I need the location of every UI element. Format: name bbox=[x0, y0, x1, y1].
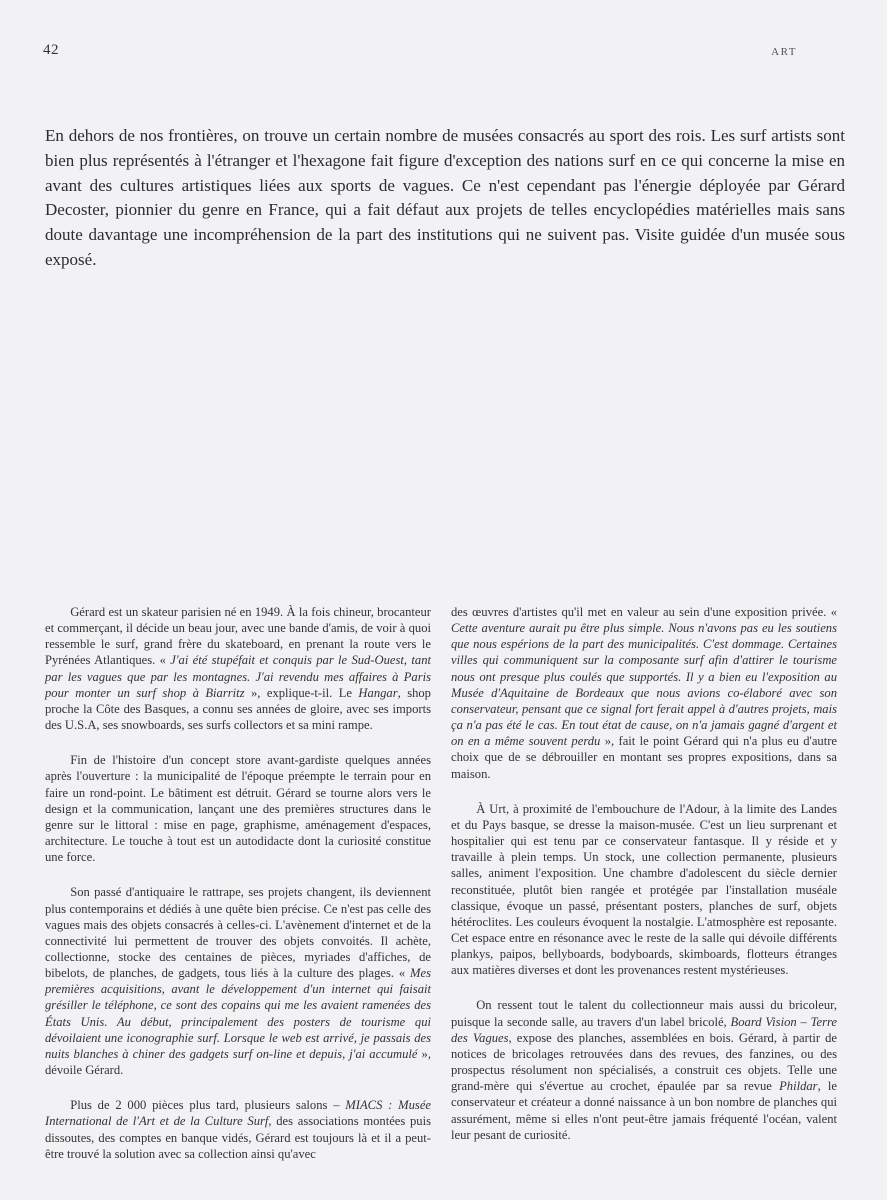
paragraph: des œuvres d'artistes qu'il met en valeur au sein d'une exposition privée. « Cette aventure aurait pu être plus simple. Nous n'avons pas eu les soutiens que nous espérions de la part des municipalités. C'est dommage. Certaines villes qui communiquent sur la composante surf afin d'attirer le tourisme nous ont presque plus coulés que supportés. Il y a bien eu l'exposition au Musée d'Aquitaine de Bordeaux que nous avions co-élaboré avec son conservateur, pensant que ce signal fort ferait appel à d'autres projets, mais ça n'a pas été le cas. En tout état de cause, on n'a jamais gagné d'argent et on en a même souvent perdu », fait le point Gérard qui n'a plus eu d'autre choix que de se débrouiller en montant ses propres expositions, dans sa maison. bbox=[451, 605, 837, 781]
paragraph: Gérard est un skateur parisien né en 1949. À la fois chineur, brocanteur et commerçant, il décide un beau jour, avec une bande d'amis, de voir à quoi ressemble le surf, grand frère du skateboard, en prenant la route vers le Pyrénées Atlantiques. « J'ai été stupéfait et conquis par le Sud-Ouest, tant par les vagues que par les montagnes. J'ai revendu mes affaires à Paris pour monter un surf shop à Biarritz », explique-t-il. Le Hangar, shop proche la Côte des Basques, a connu ses années de gloire, avec ses imports des U.S.A, ses snowboards, ses surfs collectors et sa mini rampe. bbox=[45, 605, 431, 733]
paragraph: Plus de 2 000 pièces plus tard, plusieurs salons – MIACS : Musée International de l'Art et de la Culture Surf, des associations montées puis dissoutes, des comptes en banque vidés, Gérard est toujours là et il a peut-être trouvé la solution avec sa collection ainsi qu'avec bbox=[45, 1098, 432, 1161]
section-label: ART bbox=[771, 46, 797, 58]
right-column bbox=[451, 604, 837, 1174]
intro-paragraph: En dehors de nos frontières, on trouve un certain nombre de musées consacrés au sport des rois. Les surf artists sont bien plus représentés à l'étranger et l'hexagone fait figure d'exception des nations surf en ce qui concerne la mise en avant des cultures artistiques liées aux sports de vagues. Ce n'est cependant pas l'énergie déployée par Gérard Decoster, pionnier du genre en France, qui a fait défaut aux projets de telles encyclopédies matérielles mais sans doute davantage une incompréhension de la part des institutions qui ne suivent pas. Visite guidée d'un musée sous exposé. bbox=[45, 126, 845, 269]
paragraph: À Urt, à proximité de l'embouchure de l'Adour, à la limite des Landes et du Pays basque, se dresse la maison-musée. C'est un lieu surprenant et hospitalier qui est tenu par ce conservateur fantasque. Il y réside et y travaille à plein temps. Un stock, une collection permanente, plusieurs salles, animent l'exposition. Une chambre d'adolescent du siècle dernier reconstituée, plutôt bien rangée et protégée par l'installation muséale classique, évoque un passé, présentant posters, planches de surf, objets hétéroclites. Les couleurs évoquent la nostalgie. L'atmosphère est reposante. Cet espace entre en résonance avec le reste de la salle qui dévoile différents plankys, paipos, bellyboards, bodyboards, skimboards, flotteurs étranges aux matières diverses et dont les provenances restent mystérieuses. bbox=[451, 801, 837, 978]
paragraph: On ressent tout le talent du collectionneur mais aussi du bricoleur, puisque la seconde salle, au travers d'un label bricolé, Board Vision – Terre des Vagues, expose des planches, assemblées en bois. Gérard, à partir de notices de bricolages retrouvées dans des revues, des fanzines, ou des prospectus résolument non spécialisés, a construit ces objets. Telle une grand-mère qui s'évertue au crochet, épaulée par sa revue Phildar, le conservateur et créateur a donné naissance à un bon nombre de planches qui assurément, même si elles n'ont peut-être jamais fréquenté l'océan, valent leur pesant de curiosité. bbox=[451, 998, 837, 1142]
left-column bbox=[45, 604, 431, 1174]
paragraph: Fin de l'histoire d'un concept store avant-gardiste quelques années après l'ouverture : la municipalité de l'époque préempte le terrain pour en faire un rond-point. Le bâtiment est détruit. Gérard se tourne alors vers le design et la communication, lançant une des premières structures dans le genre sur le littoral : mise en page, graphisme, aménagement d'espaces, architecture. Le touche à tout est un autodidacte dont la curiosité constitue une force. bbox=[45, 753, 431, 865]
page-number: 42 bbox=[43, 42, 59, 58]
article-body bbox=[45, 604, 837, 1174]
paragraph: Son passé d'antiquaire le rattrape, ses projets changent, ils deviennent plus contemporains et dédiés à une quête bien précise. Ce n'est pas celle des vagues mais des objets consacrés à celles-ci. L'avènement d'internet et de la connectivité lui permettent de trouver des objets convoités. Il achète, collectionne, stocke des centaines de pièces, myriades d'affiches, de bibelots, de planches, de gadgets, tous liés à la culture des plages. « Mes premières acquisitions, avant le développement d'un internet qui faisait grésiller le téléphone, ce sont des copains qui me les avaient ramenées des États Unis. Au début, principalement des posters de tourisme qui dévoilaient une iconographie surf. Lorsque le web est arrivé, je passais des nuits blanches à chiner des gadgets surf on-line et depuis, j'ai accumulé », dévoile Gérard. bbox=[45, 885, 431, 1078]
